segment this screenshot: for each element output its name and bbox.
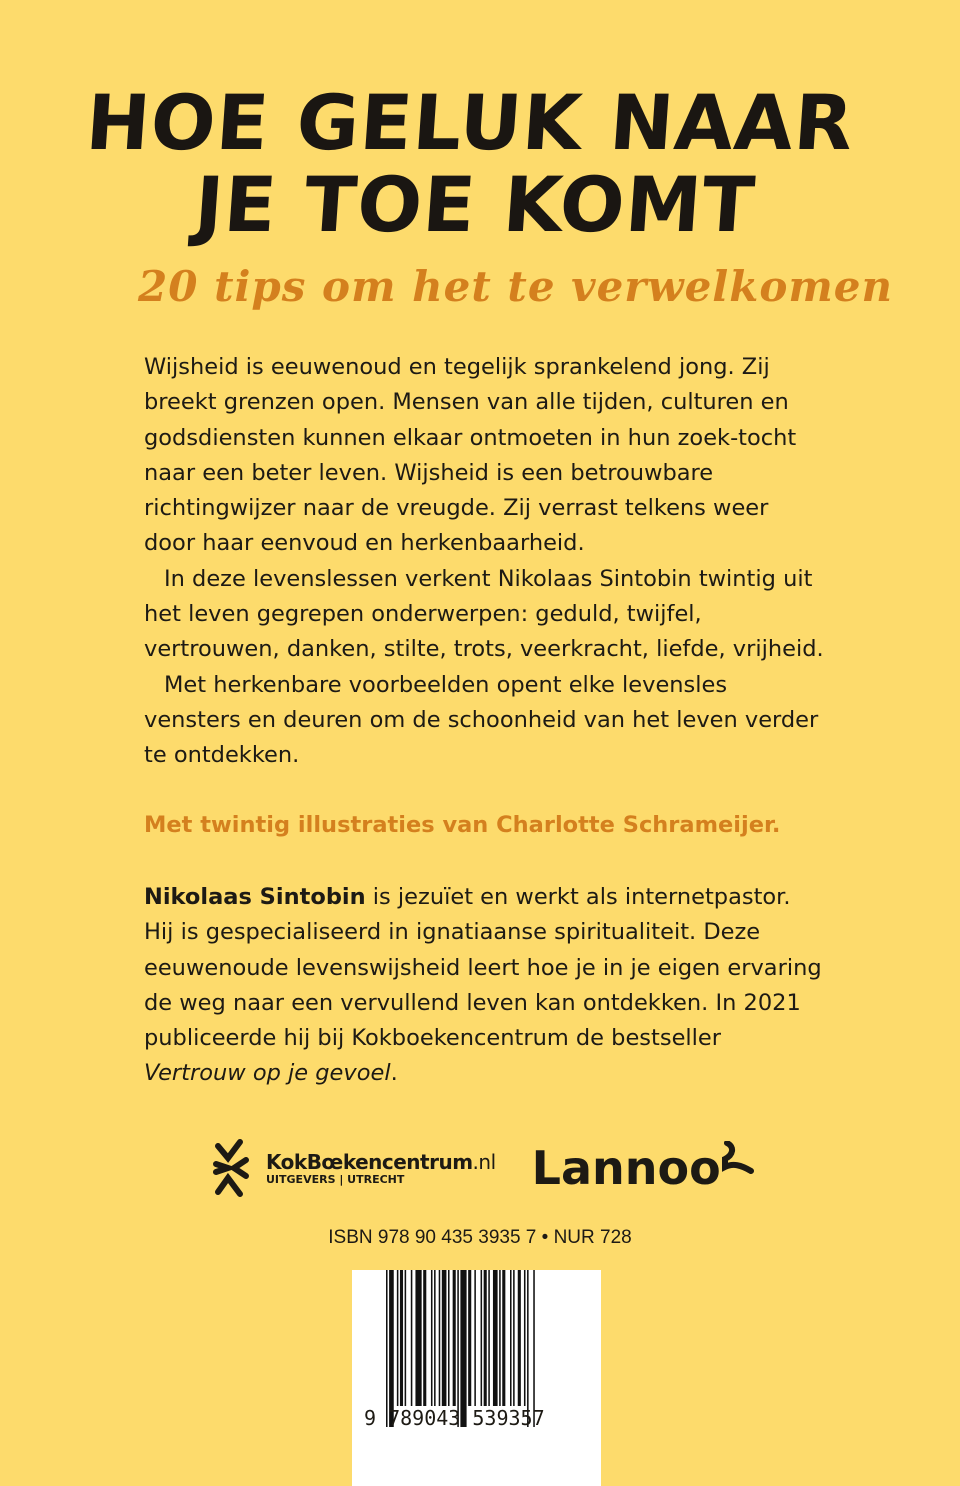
barcode-bar	[474, 1270, 476, 1406]
barcode-bar	[527, 1270, 529, 1427]
barcode-bar	[400, 1270, 403, 1406]
barcode-bar	[488, 1270, 490, 1406]
barcode-bar	[481, 1270, 483, 1406]
bio-text: is jezuïet en werkt als internetpastor. Hij is gespecialiseerd in ignatiaanse spiritualiteit. Deze eeuwenoude levenswijsheid leert hoe je in je eigen ervaring de weg naar een vervullend leven kan ontdekken. In 2021 publiceerde hij bij Kokboekencentrum de bestseller	[144, 884, 822, 1052]
barcode-bar	[423, 1270, 426, 1406]
barcode-bar	[510, 1270, 512, 1406]
barcode-bar	[518, 1270, 521, 1406]
barcode-bar	[453, 1270, 456, 1406]
barcode-bar	[389, 1270, 394, 1427]
barcode-bar	[499, 1270, 501, 1406]
barcode-digits: 9 789043 539357	[364, 1406, 545, 1430]
barcode-bar	[405, 1270, 407, 1406]
kokboekencentrum-logo	[210, 1138, 496, 1198]
barcode-bar	[457, 1270, 459, 1427]
barcode-bar	[434, 1270, 436, 1406]
barcode-bar	[460, 1270, 466, 1427]
barcode-bar	[439, 1270, 441, 1406]
blurb-paragraph: Met herkenbare voorbeelden opent elke levensles vensters en deuren om de schoonheid van het leven verder te ontdekken.	[144, 671, 819, 769]
isbn-nur: ISBN 978 90 435 3935 7 • NUR 728	[328, 1227, 632, 1248]
barcode-bar	[484, 1270, 487, 1406]
barcode-bar	[533, 1270, 535, 1427]
barcode-bar	[386, 1270, 388, 1427]
barcode-bar	[397, 1270, 399, 1406]
publisher1-subtitle: UITGEVERS | UTRECHT	[266, 1172, 405, 1186]
bio-end: .	[390, 1060, 398, 1087]
publisher2-name: Lannoo	[531, 1141, 721, 1195]
book-reference: Vertrouw op je gevoel	[144, 1060, 391, 1087]
publisher-logos	[210, 1138, 755, 1198]
lannoo-mark-icon	[721, 1141, 755, 1191]
publisher1-tld: .nl	[472, 1149, 496, 1174]
author-name: Nikolaas Sintobin	[144, 884, 366, 910]
barcode-bar	[415, 1270, 421, 1406]
barcode-bar	[493, 1270, 498, 1406]
barcode-bars	[386, 1270, 586, 1427]
barcode-bar	[411, 1270, 413, 1406]
barcode-bar	[468, 1270, 471, 1406]
barcode-bar	[442, 1270, 447, 1406]
book-subtitle: 20 tips om het te verwelkomen	[138, 262, 894, 311]
author-bio	[144, 880, 824, 1092]
blurb	[144, 350, 824, 774]
barcode-bar	[524, 1270, 526, 1406]
kokboekencentrum-mark-icon	[210, 1138, 252, 1198]
barcode-bar	[448, 1270, 450, 1406]
book-title-line-2: JE TOE KOMT	[191, 160, 759, 249]
illustrator-credit: Met twintig illustraties van Charlotte Schrameijer.	[144, 812, 781, 838]
book-title-line-1: HOE GELUK NAAR	[83, 78, 857, 167]
barcode-bar	[502, 1270, 505, 1406]
blurb-paragraph: Wijsheid is eeuwenoud en tegelijk sprankelend jong. Zij breekt grenzen open. Mensen van alle tijden, culturen en godsdiensten kunnen elkaar ontmoeten in hun zoek-tocht naar een beter leven. Wijsheid is een betrouwbare richtingwijzer naar de vreugde. Zij verrast telkens weer door haar eenvoud en herkenbaarheid.	[144, 354, 797, 557]
barcode-bar	[431, 1270, 433, 1406]
barcode-bar	[513, 1270, 515, 1406]
lannoo-logo	[532, 1141, 755, 1195]
barcode	[352, 1270, 601, 1486]
blurb-paragraph: In deze levenslessen verkent Nikolaas Sintobin twintig uit het leven gegrepen onderwerpen: geduld, twijfel, vertrouwen, danken, stilte, trots, veerkracht, liefde, vrijheid.	[144, 565, 824, 663]
publisher1-name: KokBœkencentrum	[266, 1149, 473, 1174]
